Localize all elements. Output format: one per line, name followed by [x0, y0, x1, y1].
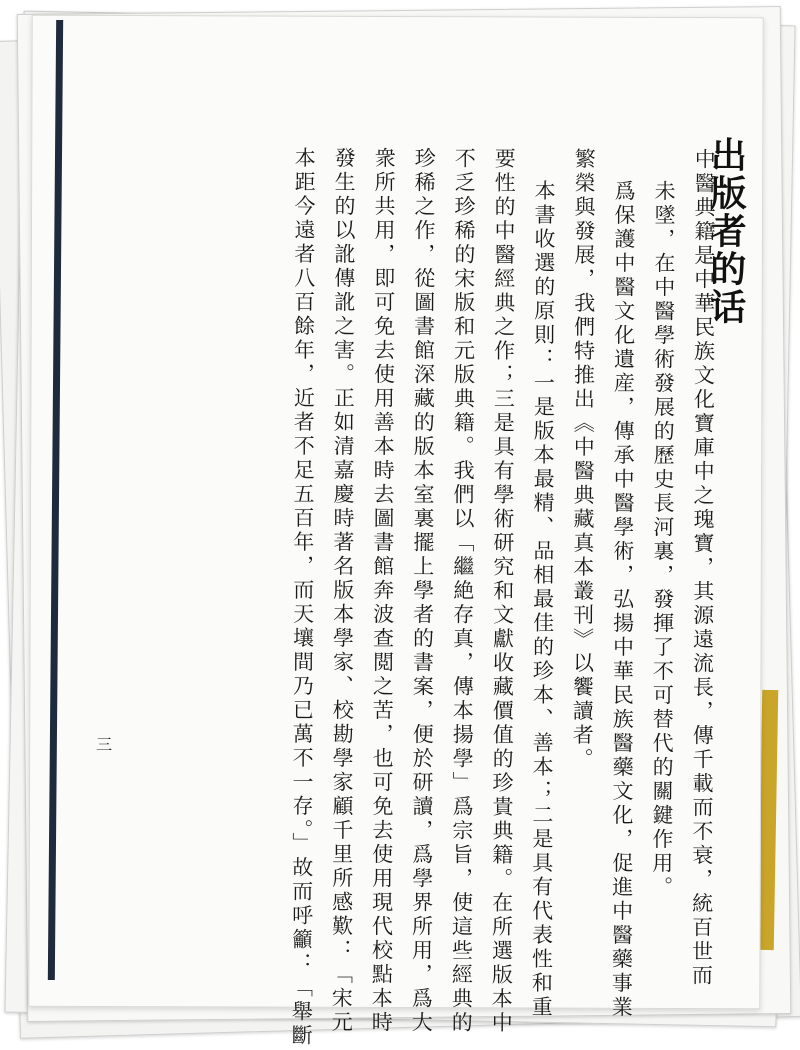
text-column: 本書收選的原則：一是版本最精、品相最佳的珍本、善本；二是具有代表性和重 [529, 179, 557, 1020]
text-column: 不乏珍稀的宋版和元版典籍。我們以「繼絶存真，傳本揚學」爲宗旨，使這些經典的 [449, 147, 477, 1036]
text-column: 發生的以訛傳訛之害。正如清嘉慶時著名版本學家、校勘學家顧千里所感歎：「宋元 [329, 146, 357, 1035]
body-text [197, 146, 720, 1049]
text-column: 爲保護中醫文化遺産，傳承中醫學術，弘揚中華民族醫藥文化，促進中醫藥事業 [609, 179, 637, 1020]
text-column: 中醫典籍是中華民族文化寶庫中之瑰寶，其源遠流長，傳千載而不衰，統百世而 [689, 148, 717, 989]
text-column: 要性的中醫經典之作；三是具有學術研究和文獻收藏價值的珍貴典籍。在所選版本中 [489, 147, 517, 1036]
text-column: 繁榮與發展，我們特推出《中醫典藏真本叢刊》以饗讀者。 [570, 147, 597, 772]
text-column: 本距今遠者八百餘年，近者不足五百年，而天壤間乃已萬不一存。」故而呼籲：「舉斷 [289, 146, 317, 1049]
text-column: 珍稀之作，從圖書館深藏的版本室裏擺上學者的書案，便於研讀，爲學界所用，爲大 [409, 147, 437, 1036]
text-column: 未墜，在中醫學術發展的歷史長河裏，發揮了不可替代的關鍵作用。 [649, 179, 677, 900]
document-page [28, 15, 763, 1049]
page-title: 出版者的话 [704, 136, 747, 327]
text-column: 衆所共用，即可免去使用善本時去圖書館奔波查閲之苦，也可免去使用現代校點本時 [369, 146, 397, 1035]
page-number: 三 [96, 734, 113, 755]
